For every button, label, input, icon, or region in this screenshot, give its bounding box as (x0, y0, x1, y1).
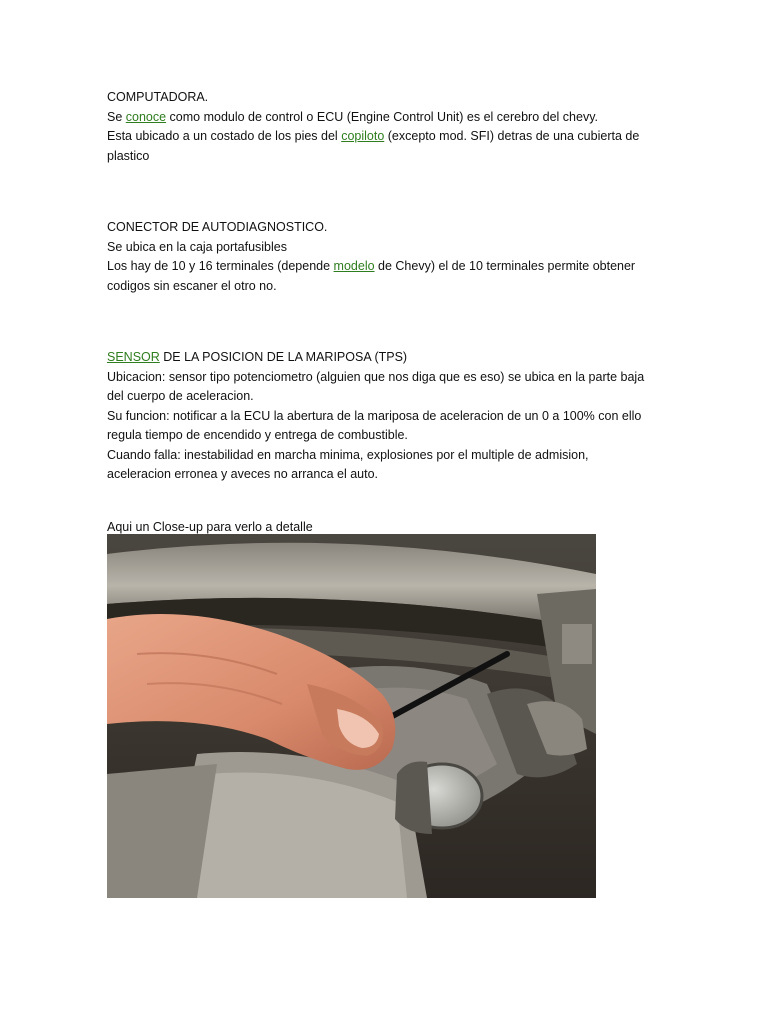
link-modelo[interactable]: modelo (333, 259, 375, 273)
paragraph-ecu-intro (107, 108, 652, 128)
section-heading-conector: CONECTOR DE AUTODIAGNOSTICO. (107, 220, 328, 234)
document-body (107, 88, 652, 537)
section-sensor (107, 348, 652, 485)
spacer (107, 166, 652, 218)
photo-illustration (107, 534, 596, 898)
link-sensor[interactable]: SENSOR (107, 350, 160, 364)
section-computadora (107, 88, 652, 166)
text-segment: de Chevy) el de 10 terminales permite obtener codigos sin escaner el otro no. (107, 259, 636, 293)
text-segment: Esta ubicado a un costado de los pies del (107, 129, 342, 143)
text-segment: DE LA POSICION DE LA MARIPOSA (TPS) (159, 350, 408, 364)
paragraph-conector-terminals (107, 257, 652, 296)
section-heading-sensor (107, 348, 652, 368)
paragraph-conector-location: Se ubica en la caja portafusibles (107, 239, 287, 254)
text-segment: Los hay de 10 y 16 terminales (depende (107, 259, 334, 273)
paragraph-sensor-falla: Cuando falla: inestabilidad en marcha minima, explosiones por el multiple de admision, aceleracion erronea y aveces no arranca el auto. (107, 447, 589, 481)
section-conector (107, 218, 652, 296)
tps-closeup-photo (107, 534, 596, 898)
text-segment: (excepto mod. SFI) detras de una cubierta de plastico (107, 129, 640, 163)
text-segment: Se (107, 109, 126, 124)
section-heading-computadora: COMPUTADORA. (107, 90, 209, 104)
spacer (107, 485, 652, 518)
photo-caption: Aqui un Close-up para verlo a detalle (107, 519, 313, 534)
link-conoce[interactable]: conoce (125, 109, 167, 124)
spacer (107, 296, 652, 348)
paragraph-ecu-location (107, 127, 652, 166)
paragraph-sensor-funcion: Su funcion: notificar a la ECU la abertura de la mariposa de aceleracion de un 0 a 100% con ello regula tiempo de encendido y entrega de combustible. (107, 408, 642, 442)
text-segment: como modulo de control o ECU (Engine Control Unit) es el cerebro del chevy. (166, 109, 598, 124)
paragraph-sensor-ubicacion: Ubicacion: sensor tipo potenciometro (alguien que nos diga que es eso) se ubica en la parte baja del cuerpo de aceleracion. (107, 369, 645, 403)
link-copiloto[interactable]: copiloto (341, 129, 385, 143)
